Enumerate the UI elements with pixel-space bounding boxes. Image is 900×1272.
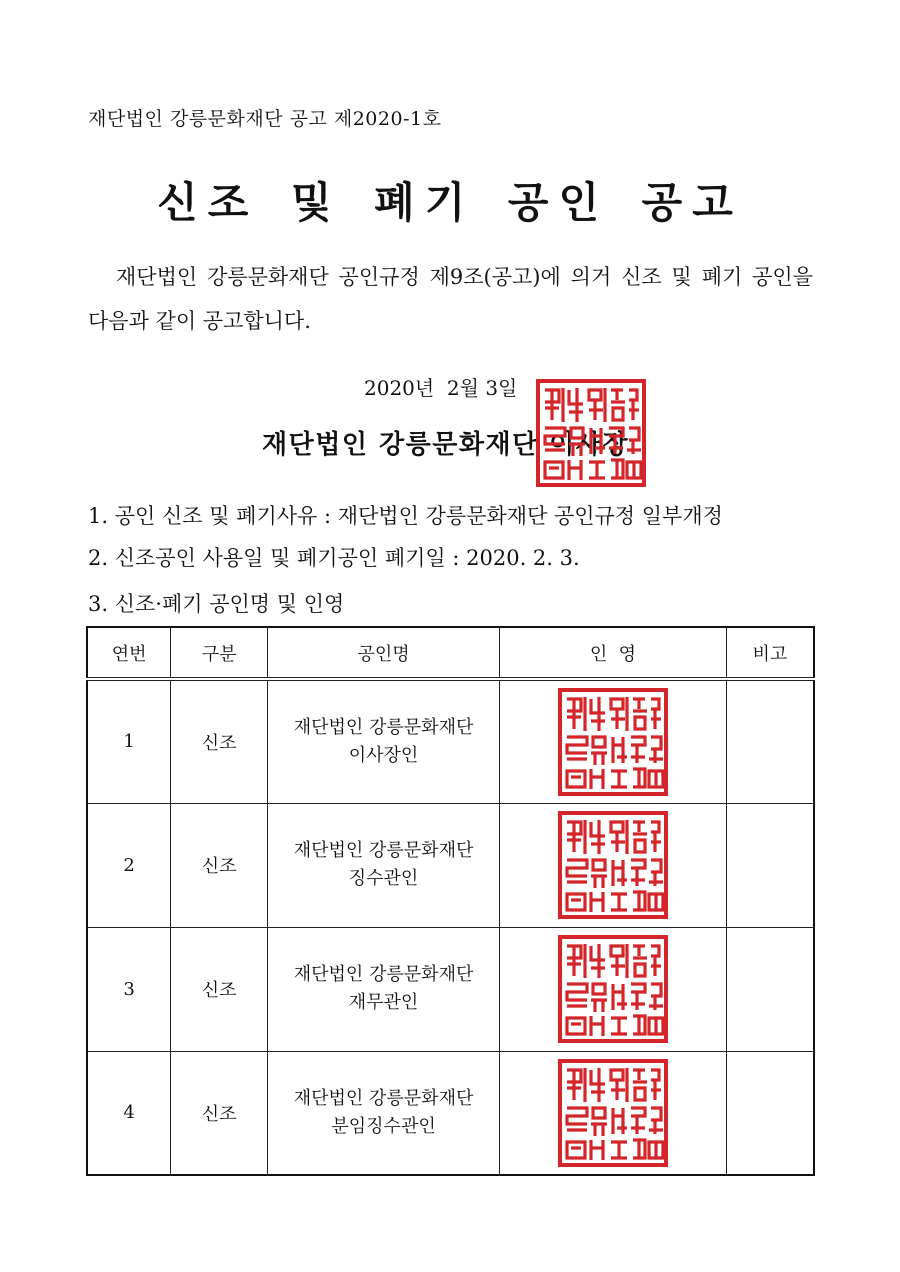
official-seal-icon	[535, 378, 647, 488]
row-type: 신조	[171, 679, 268, 803]
seal-table	[86, 626, 815, 1176]
table-row	[87, 803, 814, 927]
notice-number: 재단법인 강릉문화재단 공고 제2020-1호	[88, 108, 442, 130]
seal-name-line1: 재단법인 강릉문화재단	[293, 716, 474, 738]
seal-name-line2: 이사장인	[348, 744, 419, 766]
seal-name-line2: 분임징수관인	[331, 1115, 436, 1137]
row-seal-name	[267, 679, 499, 803]
column-header-remark: 비고	[726, 627, 814, 679]
issuer-name: 재단법인 강릉문화재단 이사장	[262, 430, 630, 460]
row-seal-name	[267, 927, 499, 1051]
official-seal-icon	[557, 1058, 669, 1168]
row-type: 신조	[171, 1051, 268, 1175]
table-row	[87, 927, 814, 1051]
seal-name-line2: 징수관인	[348, 868, 419, 889]
row-number: 2	[87, 803, 171, 927]
row-seal-impression	[500, 803, 727, 927]
row-remark	[726, 1051, 814, 1175]
row-seal-impression	[500, 679, 727, 803]
row-number: 1	[87, 679, 171, 803]
seal-name-line1: 재단법인 강릉문화재단	[293, 964, 474, 985]
seal-name-line2: 재무관인	[348, 992, 419, 1013]
row-seal-name	[267, 1051, 499, 1175]
column-header-no: 연번	[87, 627, 171, 679]
official-seal-icon	[557, 810, 669, 920]
row-type: 신조	[171, 927, 268, 1051]
notice-date: 2020년 2월 3일	[364, 376, 518, 400]
official-seal-icon	[557, 687, 669, 797]
row-number: 3	[87, 927, 171, 1051]
column-header-name: 공인명	[267, 627, 499, 679]
page-title: 신조 및 폐기 공인 공고	[157, 178, 743, 227]
seal-name-line1: 재단법인 강릉문화재단	[293, 1087, 474, 1109]
row-seal-impression	[500, 927, 727, 1051]
table-row	[87, 1051, 814, 1175]
row-remark	[726, 927, 814, 1051]
table-row	[87, 679, 814, 803]
table-header-row	[87, 627, 814, 679]
seal-name-line1: 재단법인 강릉문화재단	[293, 840, 474, 861]
column-header-seal: 인 영	[500, 627, 727, 679]
row-remark	[726, 679, 814, 803]
item-date: 2. 신조공인 사용일 및 폐기공인 폐기일 : 2020. 2. 3.	[88, 546, 580, 570]
row-seal-name	[267, 803, 499, 927]
column-header-type: 구분	[171, 627, 268, 679]
row-remark	[726, 803, 814, 927]
item-seal-list: 3. 신조·폐기 공인명 및 인영	[88, 592, 345, 616]
row-seal-impression	[500, 1051, 727, 1175]
official-seal-icon	[557, 934, 669, 1044]
row-type: 신조	[171, 803, 268, 927]
item-reason: 1. 공인 신조 및 폐기사유 : 재단법인 강릉문화재단 공인규정 일부개정	[88, 504, 723, 528]
row-number: 4	[87, 1051, 171, 1175]
notice-body: 재단법인 강릉문화재단 공인규정 제9조(공고)에 의거 신조 및 폐기 공인을 다음과 같이 공고합니다.	[88, 265, 813, 333]
